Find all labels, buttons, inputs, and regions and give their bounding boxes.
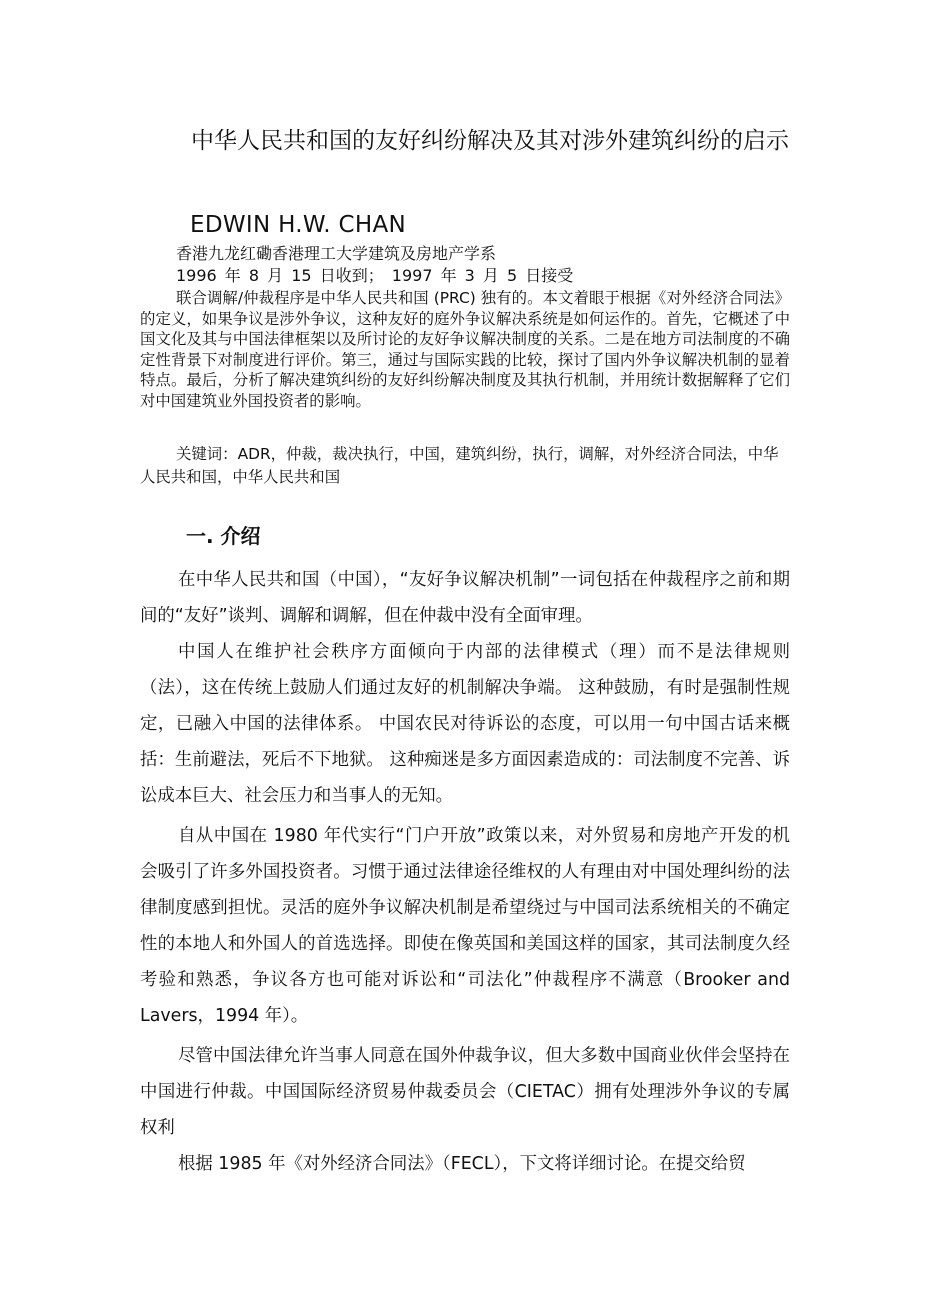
abstract: 联合调解/仲裁程序是中华人民共和国 (PRC) 独有的。本文着眼于根据《对外经济合同法》的定义，如果争议是涉外争议，这种友好的庭外争议解决系统是如何运作的。首先，它概述了中国文化及其与中国法律框架以及所讨论的友好争议解决制度的关系。二是在地方司法制度的不确定性背景下对制度进行评价。第三，通过与国际实践的比较，探讨了国内外争议解决机制的显着特点。最后，分析了解决建筑纠纷的友好纠纷解决制度及其执行机制，并用统计数据解释了它们对中国建筑业外国投资者的影响。 [140, 289, 790, 410]
body-paragraph: 中国人在维护社会秩序方面倾向于内部的法律模式（理）而不是法律规则（法），这在传统上鼓励人们通过友好的机制解决争端。 这种鼓励，有时是强制性规定，已融入中国的法律体系。 中国农民对待诉讼的态度，可以用一句中国古话来概括：生前避法，死后不下地狱。 这种痴迷是多方面因素造成的：司法制度不完善、诉讼成本巨大、社会压力和当事人的无知。 [140, 642, 790, 806]
paper-title: 中华人民共和国的友好纠纷解决及其对涉外建筑纠纷的启示 [191, 128, 789, 154]
body-paragraph: 根据 1985 年《对外经济合同法》（FECL），下文将详细讨论。在提交给贸 [178, 1154, 746, 1174]
body-paragraph: 自从中国在 1980 年代实行“门户开放”政策以来，对外贸易和房地产开发的机会吸引了许多外国投资者。习惯于通过法律途径维权的人有理由对中国处理纠纷的法律制度感到担忧。灵活的庭外争议解决机制是希望绕过与中国司法系统相关的不确定性的本地人和外国人的首选选择。即使在像英国和美国这样的国家，其司法制度久经考验和熟悉，争议各方也可能对诉讼和“司法化”仲裁程序不满意（Brooker and Lavers，1994 年）。 [140, 826, 790, 1026]
received-accepted-dates: 1996 年 8 月 15 日收到； 1997 年 3 月 5 日接受 [176, 266, 574, 285]
body-paragraph: 在中华人民共和国（中国），“友好争议解决机制”一词包括在仲裁程序之前和期间的“友好”谈判、调解和调解，但在仲裁中没有全面审理。 [140, 570, 790, 626]
keywords [140, 443, 790, 489]
author-name: EDWIN H.W. CHAN [190, 212, 407, 238]
author-affiliation: 香港九龙红磡香港理工大学建筑及房地产学系 [176, 244, 497, 263]
section-heading: 一. 介绍 [186, 524, 261, 548]
keywords-label: 关键词： [176, 445, 238, 463]
body-paragraph: 尽管中国法律允许当事人同意在国外仲裁争议，但大多数中国商业伙伴会坚持在中国进行仲裁。中国国际经济贸易仲裁委员会（CIETAC）拥有处理涉外争议的专属权利 [140, 1046, 790, 1138]
keywords-list: ADR，仲裁，裁决执行，中国，建筑纠纷，执行，调解，对外经济合同法，中华人民共和国，中华人民共和国 [140, 445, 779, 486]
